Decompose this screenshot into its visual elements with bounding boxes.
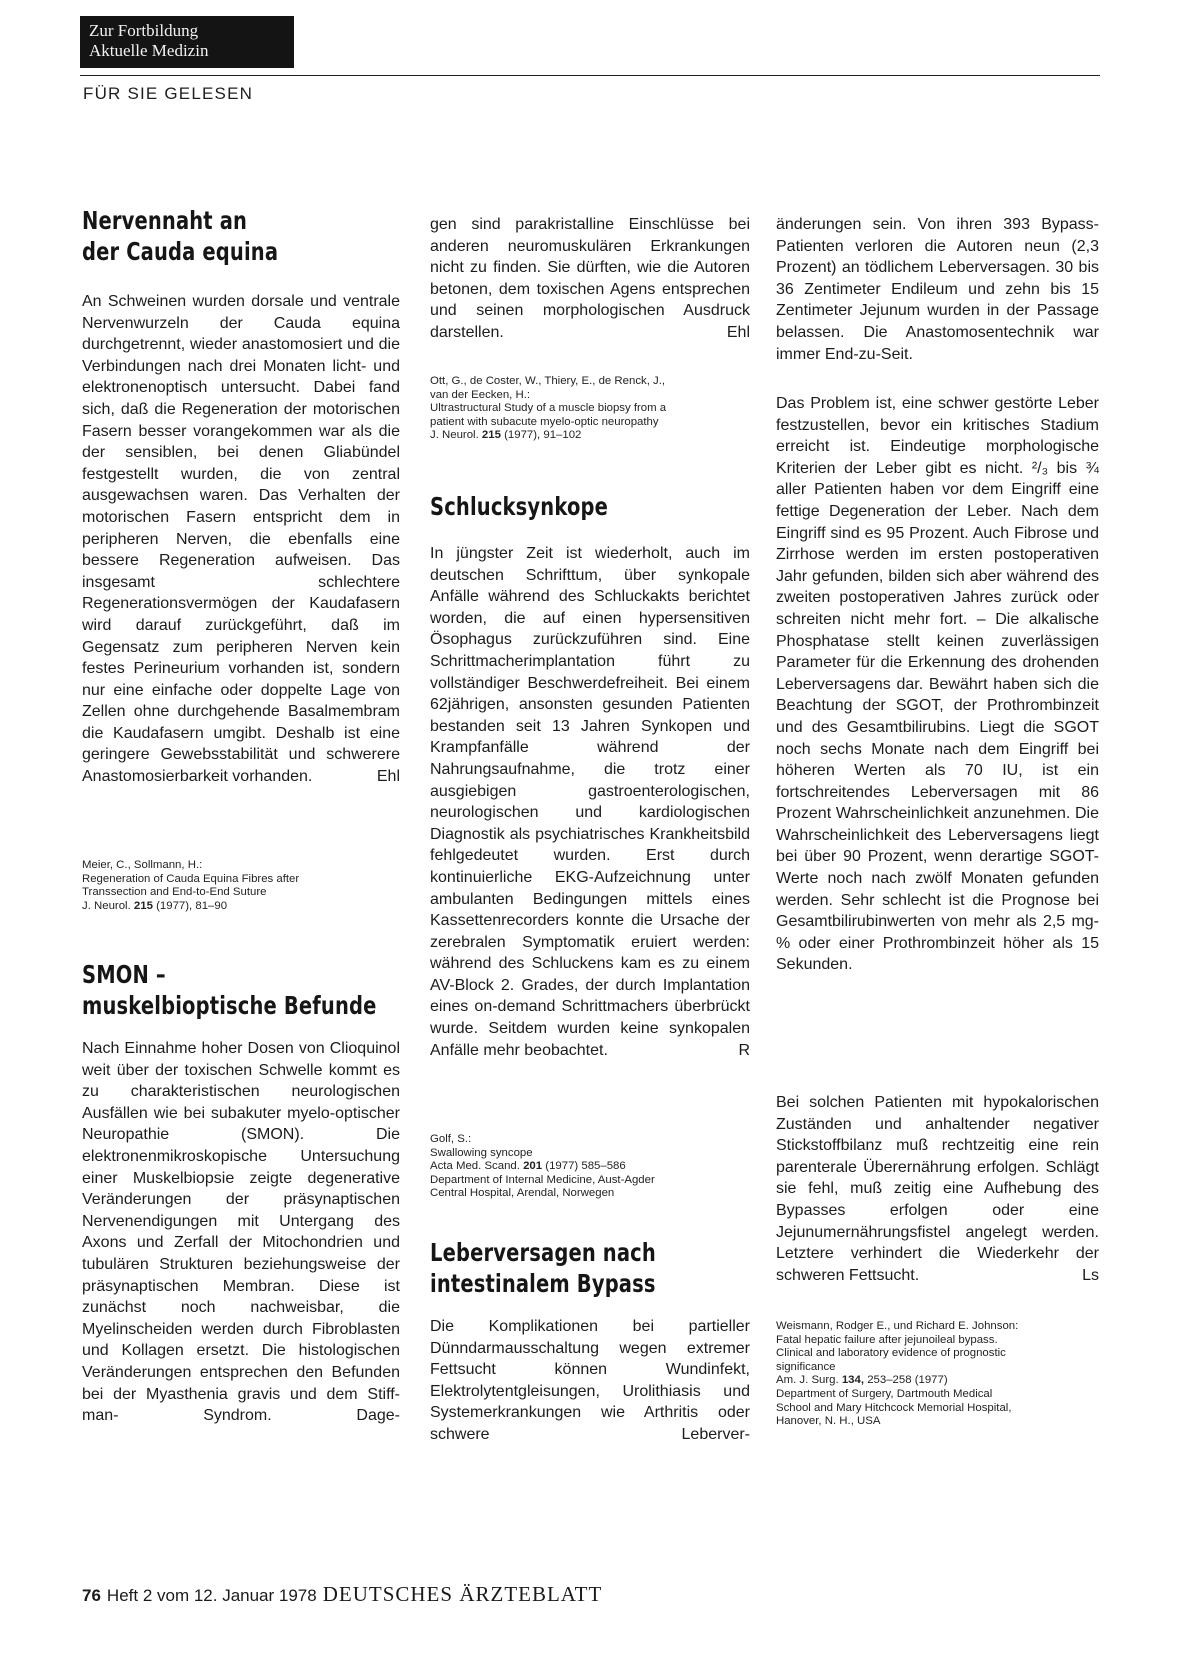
reference-source: J. Neurol. 215 (1977), 91–102 bbox=[430, 429, 582, 442]
article-body: Bei solchen Patienten mit hypokalorischen Zuständen und anhaltender negativer Stickstoffbilanz muß rechtzeitig eine rein parenterale Überernährung erfolgen. Schlägt sie fehl, muß zeitig eine Aufhebung des Bypasses erfolgen oder eine Jejunumernährungsfistel angelegt werden. Letztere verhindert die Wiederkehr der schweren Fettsucht. bbox=[776, 1094, 1099, 1284]
article-title: der Cauda equina bbox=[82, 237, 279, 266]
article-body: Das Problem ist, eine schwer gestörte Leber festzustellen, bevor ein kritisches Stadium erreicht ist. Eindeutige morphologische Kriterien der Leber gibt es nicht. ²/₃ bis ¾ aller Patienten haben vor dem Eingriff eine fettige Degeneration der Leber. Nach dem Eingriff sind es 95 Prozent. Auch Fibrose und Zirrhose werden im ersten postoperativen Jahr gefunden, bilden sich aber während des zweiten postoperativen Jahres zurück oder schreiten nicht mehr fort. – Die alkalische Phosphatase stellt keinen zuverlässigen Parameter für die Erkennung des drohenden Leberversagens dar. Bewährt haben sich die Beachtung der SGOT, der Prothrombinzeit und des Gesamtbilirubins. Liegt die SGOT noch sechs Monate nach dem Eingriff bei höheren Werten als 70 IU, ist ein fortschreitendes Leberversagen mit 86 Prozent Wahrscheinlichkeit anzunehmen. Die Wahrscheinlichkeit des Leberversagens liegt bei über 90 Prozent, wenn derartige SGOT-Werte noch nach zwölf Monaten gefunden werden. Sehr schlecht ist die Prognose bei Gesamtbilirubinwerten von mehr als 2,5 mg-% oder einer Prothrombinzeit höher als 15 Sekunden. bbox=[776, 395, 1099, 974]
article-title: Nervennaht an bbox=[82, 206, 248, 235]
department-label-line2: Aktuelle Medizin bbox=[89, 41, 209, 60]
article-body: änderungen sein. Von ihren 393 Bypass-Patienten verloren die Autoren neun (2,3 Prozent) an tödlichem Leberversagen. 30 bis 36 Zentimeter Endileum und zehn bis 15 Zentimeter Jejunum wurden in der Passage belassen. Die Anastomosentechnik war immer End-zu-Seit. bbox=[776, 216, 1099, 363]
article-schlucksynkope-body bbox=[430, 543, 750, 1061]
article-smon-body-part2 bbox=[430, 214, 750, 344]
reference-title: Ultrastructural Study of a muscle biopsy from a bbox=[430, 402, 667, 415]
article-leberversagen-body-part3 bbox=[776, 393, 1099, 976]
article-title: muskelbioptische Befunde bbox=[82, 991, 377, 1020]
reference-authors: Meier, C., Sollmann, H.: bbox=[82, 859, 203, 871]
reference-authors: Weismann, Rodger E., und Richard E. Johnson: bbox=[776, 1320, 1019, 1332]
page-number: 76 bbox=[82, 1586, 101, 1605]
article-title: intestinalem Bypass bbox=[430, 1269, 656, 1298]
reference-title: significance bbox=[776, 1360, 836, 1373]
article-leberversagen-reference bbox=[776, 1320, 1099, 1429]
reference-title: Regeneration of Cauda Equina Fibres after bbox=[82, 872, 300, 885]
section-title: FÜR SIE GELESEN bbox=[83, 84, 254, 103]
reference-authors: Golf, S.: bbox=[430, 1133, 472, 1145]
department-label bbox=[80, 16, 294, 68]
issue-info: Heft 2 vom 12. Januar 1978 bbox=[106, 1586, 317, 1605]
article-author: R bbox=[738, 1041, 750, 1059]
article-body: gen sind parakristalline Einschlüsse bei anderen neuromuskulären Erkrankungen nicht zu finden. Sie dürften, wie die Autoren betonen, dem toxischen Agens entsprechen und seinen morphologischen Ausdruck darstellen. bbox=[430, 216, 750, 341]
reference-department: School and Mary Hitchcock Memorial Hospital, bbox=[776, 1401, 1012, 1414]
article-title: Schlucksynkope bbox=[430, 492, 608, 521]
article-title: Leberversagen nach bbox=[430, 1238, 656, 1267]
article-smon-body-part1 bbox=[82, 1038, 400, 1427]
reference-source: Am. J. Surg. 134, 253–258 (1977) bbox=[776, 1374, 948, 1387]
article-leberversagen-body-part4 bbox=[776, 1092, 1099, 1286]
department-label-line1: Zur Fortbildung bbox=[89, 21, 199, 40]
reference-authors: Ott, G., de Coster, W., Thiery, E., de Renck, J., bbox=[430, 375, 666, 387]
article-title: SMON – bbox=[82, 960, 166, 989]
article-nervennaht-body bbox=[82, 291, 400, 788]
reference-source: Acta Med. Scand. 201 (1977) 585–586 bbox=[430, 1160, 626, 1173]
article-leberversagen-heading bbox=[430, 1237, 750, 1299]
reference-department: Central Hospital, Arendal, Norwegen bbox=[430, 1187, 615, 1200]
article-schlucksynkope-heading bbox=[430, 491, 750, 522]
reference-title: Fatal hepatic failure after jejunoileal bypass. bbox=[776, 1333, 998, 1346]
article-author: Ls bbox=[1082, 1266, 1099, 1284]
reference-title: Transsection and End-to-End Suture bbox=[82, 886, 267, 899]
article-body: In jüngster Zeit ist wiederholt, auch im deutschen Schrifttum, über synkopale Anfälle während des Schluckakts berichtet worden, die auf einen hypersensitiven Ösophagus zurückzuführen sind. Eine Schrittmacherimplantation führt zu vollständiger Beschwerdefreiheit. Bei einem 62jährigen, ansonsten gesunden Patienten bestanden seit 13 Jahren Synkopen und Krampfanfälle während der Nahrungsaufnahme, die trotz einer ausgiebigen gastroenterologischen, neurologischen und kardiologischen Diagnostik als psychiatrisches Krankheitsbild fehlgedeutet wurden. Erst durch kontinuierliche EKG-Aufzeichnung unter ambulanten Bedingungen mittels eines Kassettenrecorders konnte die Ursache der zerebralen Symptomatik eruiert werden: während des Schluckens kam es zu einem AV-Block 2. Grades, der durch Implantation eines on-demand Schrittmachers überbrückt wurde. Seitdem wurden keine synkopalen Anfälle mehr beobachtet. bbox=[430, 545, 750, 1059]
article-nervennaht-reference bbox=[82, 859, 400, 913]
article-leberversagen-body-part2 bbox=[776, 214, 1099, 365]
article-schlucksynkope-reference bbox=[430, 1133, 750, 1201]
article-author: Ehl bbox=[376, 768, 400, 786]
article-smon-reference bbox=[430, 375, 750, 443]
article-body: Nach Einnahme hoher Dosen von Clioquinol weit über der toxischen Schwelle kommt es zu charakteristischen neurologischen Ausfällen wie bei subakuter myelo-optischer Neuropathie (SMON). Die elektronenmikroskopische Untersuchung einer Muskelbiopsie zeigte degenerative Veränderungen der präsynaptischen Nervenendigungen mit Untergang des Axons und Zerfall der Mitochondrien und tubulären Strukturen beziehungsweise der präsynaptischen Membran. Diese ist zunächst noch nachweisbar, die Myelinscheiden werden durch Fibroblasten und Kollagen ersetzt. Die histologischen Veränderungen entsprechen den Befunden bei der Myasthenia gravis und dem Stiff-man- Syndrom. Dage- bbox=[82, 1040, 400, 1425]
article-body: An Schweinen wurden dorsale und ventrale Nervenwurzeln der Cauda equina durchgetrennt, wieder anastomosiert und die Verbindungen nach drei Monaten licht- und elektronenoptisch untersucht. Dabei fand sich, daß die Regeneration der motorischen Fasern besser vorangekommen war als die der sensiblen, bei denen Gliabündel festgestellt wurden, die von zentral ausgewachsen waren. Das Verhalten der motorischen Fasern entspricht dem in peripheren Nerven, die ebenfalls eine bessere Regeneration aufweisen. Das insgesamt schlechtere Regenerationsvermögen der Kaudafasern wird darauf zurückgeführt, daß im Gegensatz zum peripheren Nerven kein festes Perineurium vorhanden ist, sondern nur eine einfache oder doppelte Lage von Zellen ohne durchgehende Basalmembram die Kaudafasern umgibt. Deshalb ist eine geringere Gewebsstabilität und schwerere Anastomosierbarkeit vorhanden. bbox=[82, 293, 400, 786]
journal-name: DEUTSCHES ÄRZTEBLATT bbox=[322, 1582, 603, 1606]
reference-source: J. Neurol. 215 (1977), 81–90 bbox=[82, 899, 228, 912]
article-author: Ehl bbox=[726, 323, 750, 341]
article-nervennaht-heading bbox=[82, 205, 400, 267]
reference-authors: van der Eecken, H.: bbox=[430, 388, 531, 401]
reference-title: Clinical and laboratory evidence of prognostic bbox=[776, 1347, 1006, 1360]
reference-title: Swallowing syncope bbox=[430, 1146, 533, 1159]
reference-title: patient with subacute myelo-optic neuropathy bbox=[430, 415, 659, 428]
header-rule bbox=[80, 75, 1100, 76]
article-body: Die Komplikationen bei partieller Dünndarmausschaltung wegen extremer Fettsucht können Wundinfekt, Elektrolytentgleisungen, Urolithiasis und Systemerkrankungen wie Arthritis oder schwere Leberver- bbox=[430, 1318, 750, 1443]
article-smon-heading bbox=[82, 959, 400, 1021]
reference-department: Department of Surgery, Dartmouth Medical bbox=[776, 1387, 993, 1400]
article-leberversagen-body-part1 bbox=[430, 1316, 750, 1446]
reference-department: Hanover, N. H., USA bbox=[776, 1415, 881, 1428]
reference-department: Department of Internal Medicine, Aust-Agder bbox=[430, 1173, 655, 1186]
page-footer bbox=[82, 1582, 602, 1607]
